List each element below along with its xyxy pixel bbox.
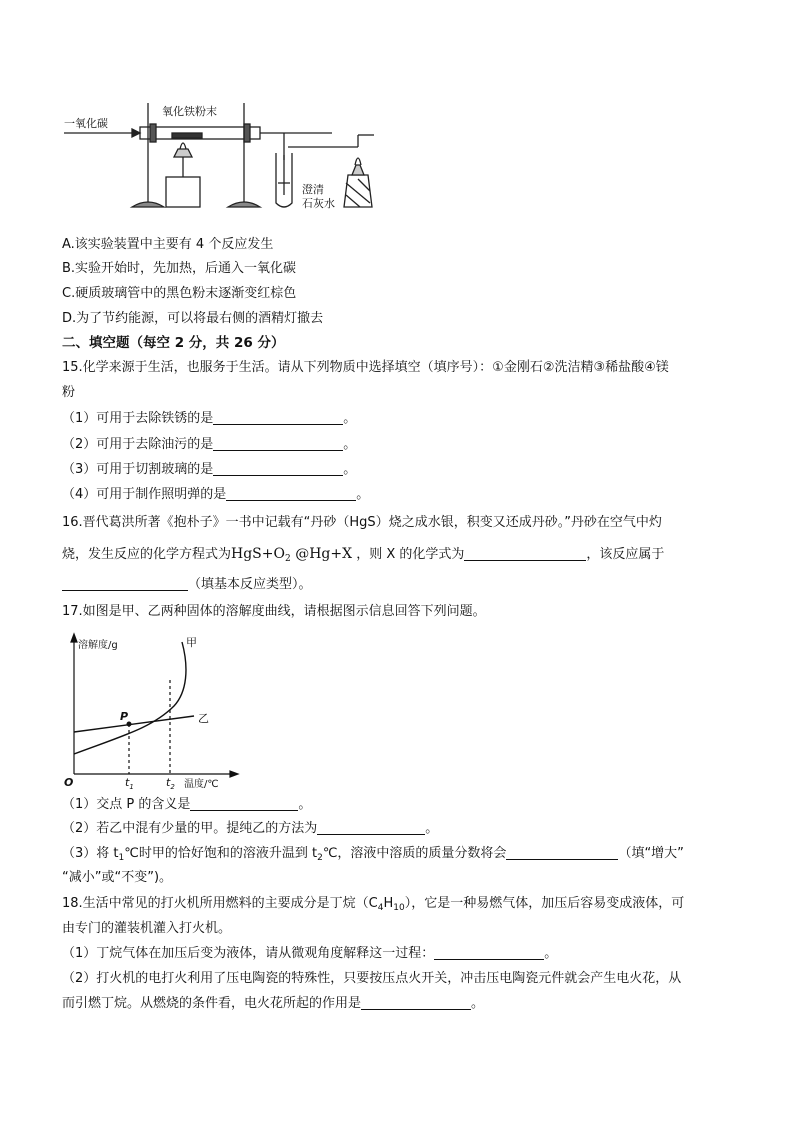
q15-answer-blank-3[interactable] bbox=[213, 461, 343, 476]
q15-item-1-end: 。 bbox=[343, 411, 357, 426]
q18-q2-line-1: （2）打火机的电打火利用了压电陶瓷的特殊性，只要按压点火开关，冲击压电陶瓷元件就会产生电火花，从 bbox=[62, 971, 682, 986]
chart-xlabel: 温度/℃ bbox=[184, 779, 219, 790]
q16-equation bbox=[231, 546, 352, 562]
q17-answer-blank-1[interactable] bbox=[190, 796, 298, 811]
q18-q2-text: 而引燃丁烷。从燃烧的条件看，电火花所起的作用是 bbox=[62, 996, 362, 1011]
x-axis-arrow bbox=[230, 771, 238, 777]
q18-q2-end: 。 bbox=[471, 996, 485, 1011]
q18-sub-h: 10 bbox=[393, 903, 405, 913]
curve-jia bbox=[74, 642, 186, 754]
q15-item-2-text: （2）可用于去除油污的是 bbox=[62, 437, 214, 452]
q15-stem-2: 粉 bbox=[62, 385, 76, 400]
q15-item-1 bbox=[62, 410, 356, 428]
series-label-yi: 乙 bbox=[198, 712, 209, 725]
apparatus-diagram bbox=[62, 95, 392, 220]
q18-q2-line-2 bbox=[62, 995, 484, 1013]
q17-q3-sub1: 1 bbox=[118, 853, 125, 863]
q17-q3-d: （填“增大” bbox=[618, 846, 684, 861]
q16-line-2-a: 烧，发生反应的化学方程式为 bbox=[62, 547, 232, 562]
point-p-label: P bbox=[120, 710, 129, 723]
label-limewater-1: 澄清 bbox=[302, 183, 324, 196]
q17-q2-end: 。 bbox=[425, 821, 439, 836]
label-co: 一氧化碳 bbox=[64, 117, 108, 130]
q17-answer-blank-3[interactable] bbox=[506, 845, 618, 860]
q15-answer-blank-1[interactable] bbox=[213, 410, 343, 425]
q15-item-1-text: （1）可用于去除铁锈的是 bbox=[62, 411, 214, 426]
q16-line-3-end: （填基本反应类型）。 bbox=[188, 577, 312, 592]
q16-line-2-c: ，该反应属于 bbox=[586, 547, 665, 562]
q18-line-1-c: ），它是一种易燃气体，加压后容易变成液体，可 bbox=[404, 896, 685, 911]
q18-line-1 bbox=[62, 895, 684, 917]
q18-answer-blank-1[interactable] bbox=[434, 945, 544, 960]
series-label-jia: 甲 bbox=[186, 636, 197, 649]
q15-answer-blank-2[interactable] bbox=[213, 436, 343, 451]
origin-label: O bbox=[64, 776, 74, 789]
curve-yi bbox=[74, 716, 194, 732]
q15-item-4 bbox=[62, 486, 369, 504]
q17-q2-text: （2）若乙中混有少量的甲。提纯乙的方法为 bbox=[62, 821, 318, 836]
q18-line-1-a: 18.生活中常见的打火机所用燃料的主要成分是丁烷（C bbox=[62, 896, 378, 911]
chart-ylabel: 溶解度/g bbox=[78, 640, 118, 651]
q18-line-1-b: H bbox=[383, 896, 394, 911]
q15-item-4-end: 。 bbox=[356, 487, 370, 502]
label-fe2o3: 氧化铁粉末 bbox=[162, 105, 217, 118]
q15-answer-blank-4[interactable] bbox=[226, 486, 356, 501]
q16-answer-blank-2[interactable] bbox=[62, 576, 188, 591]
q16-answer-blank-1[interactable] bbox=[464, 546, 586, 561]
q16-line-3 bbox=[62, 576, 312, 594]
q15-item-3-end: 。 bbox=[343, 462, 357, 477]
q16-line-2 bbox=[62, 545, 664, 568]
q17-q3 bbox=[62, 845, 684, 867]
q15-item-4-text: （4）可用于制作照明弹的是 bbox=[62, 487, 227, 502]
q15-stem-1: 15.化学来源于生活，也服务于生活。请从下列物质中选择填空（填序号）：①金刚石②洗洁精③稀盐酸④镁 bbox=[62, 360, 669, 375]
q15-item-2 bbox=[62, 436, 356, 454]
q17-q3-c: ℃，溶液中溶质的质量分数将会 bbox=[322, 846, 507, 861]
eq-hgs: HgS+O bbox=[231, 546, 285, 562]
q15-item-3-text: （3）可用于切割玻璃的是 bbox=[62, 462, 214, 477]
q17-q1-end: 。 bbox=[298, 797, 312, 812]
eq-o2-sub: 2 bbox=[285, 554, 291, 564]
label-limewater-2: 石灰水 bbox=[302, 197, 335, 210]
q17-q3-b: ℃时甲的恰好饱和的溶液升温到 t bbox=[124, 846, 318, 861]
q17-q1 bbox=[62, 796, 311, 814]
q17-stem: 17.如图是甲、乙两种固体的溶解度曲线，请根据图示信息回答下列问题。 bbox=[62, 604, 486, 619]
solubility-chart bbox=[62, 632, 242, 794]
q17-q3-line-2: “减小”或“不变”)。 bbox=[62, 870, 173, 885]
q18-line-2: 由专门的灌装机灌入打火机。 bbox=[62, 921, 232, 936]
q15-item-3 bbox=[62, 461, 356, 479]
eq-mid: @Hg+X bbox=[295, 546, 353, 562]
q17-q1-text: （1）交点 P 的含义是 bbox=[62, 797, 191, 812]
q18-q1-text: （1）丁烷气体在加压后变为液体，请从微观角度解释这一过程： bbox=[62, 946, 435, 961]
q17-q2 bbox=[62, 820, 438, 838]
section-title: 二、填空题（每空 2 分，共 26 分） bbox=[62, 335, 285, 351]
q18-answer-blank-2[interactable] bbox=[361, 995, 471, 1010]
option-d: D.为了节约能源，可以将最右侧的酒精灯撤去 bbox=[62, 311, 324, 326]
q15-item-2-end: 。 bbox=[343, 437, 357, 452]
q18-q1 bbox=[62, 945, 557, 963]
q17-answer-blank-2[interactable] bbox=[317, 820, 425, 835]
q16-line-2-b: ，则 X 的化学式为 bbox=[356, 547, 465, 562]
y-axis-arrow bbox=[71, 634, 77, 642]
q18-sub-c: 4 bbox=[377, 903, 384, 913]
t2-label: $t_2$ bbox=[166, 776, 175, 791]
option-a: A.该实验装置中主要有 4 个反应发生 bbox=[62, 237, 274, 252]
q17-q3-a: （3）将 t bbox=[62, 846, 119, 861]
t1-label: $t_1$ bbox=[125, 776, 134, 791]
q16-line-1: 16.晋代葛洪所著《抱朴子》一书中记载有“丹砂（HgS）烧之成水银，积变又还成丹砂。”丹砂在空气中灼 bbox=[62, 515, 662, 530]
option-c: C.硬质玻璃管中的黑色粉末逐渐变红棕色 bbox=[62, 286, 297, 301]
q18-q1-end: 。 bbox=[544, 946, 558, 961]
option-b: B.实验开始时，先加热，后通入一氧化碳 bbox=[62, 261, 297, 276]
q17-q3-sub2: 2 bbox=[317, 853, 323, 863]
